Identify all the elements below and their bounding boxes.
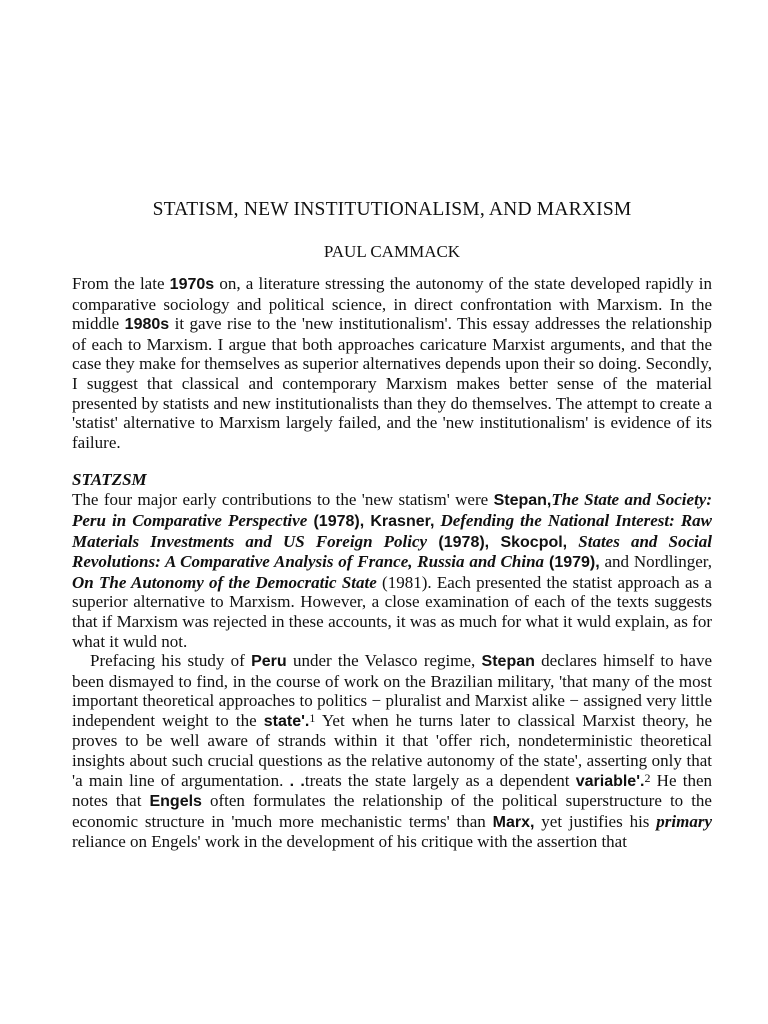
article-title: STATISM, NEW INSTITUTIONALISM, AND MARXISM xyxy=(152,199,632,220)
section-heading: STATZSM xyxy=(72,470,147,490)
document-page xyxy=(72,198,712,852)
body-paragraph-2: Prefacing his study of Peru under the Velasco regime, Stepan declares himself to have been dismayed to find, in the course of work on the Brazilian military, 'that many of the most important theoretical approaches to politics − pluralist and Marxist alike − assigned very little independent weight to the state'.$^1$ Yet when he turns later to classical Marxist theory, he proves to be well aware of strands within it that 'offer rich, nondeterministic theoretical insights about such crucial questions as the relative autonomy of the state', asserting only that 'a main line of argumentation. . .treats the state largely as a dependent variable'.$^2$ He then notes that Engels often formulates the relationship of the political superstructure to the economic structure in 'much more mechanistic terms' than Marx, yet justifies his primary reliance on Engels' work in the development of his critique with the assertion that xyxy=(72,651,713,852)
article-author: PAUL CAMMACK xyxy=(323,242,461,261)
footnote-ref-2: 2 xyxy=(644,770,651,785)
footnote-ref-1: 1 xyxy=(309,710,316,725)
body-paragraph-1: The four major early contributions to the 'new statism' were Stepan,The State and Society: Peru in Comparative Perspective (1978), Krasner, Defending the National Interest: Raw Materials Investments and US Foreign Policy (1978), Skocpol, States and Social Revolutions: A Comparative Analysis of France, Russia and China (1979), and Nordlinger, On The Autonomy of the Democratic State (1981). Each presented the statist approach as a superior alternative to Marxism. However, a close examination of each of the texts suggests that if Marxism was rejected in these accounts, it was as much for what it wuld explain, as for what it wuld not. xyxy=(72,490,713,651)
abstract-paragraph: From the late 1970s on, a literature stressing the autonomy of the state developed rapidly in comparative sociology and political science, in direct confrontation with Marxism. In the middle 1980s it gave rise to the 'new institutionalism'. This essay addresses the relationship of each to Marxism. I argue that both approaches caricature Marxist arguments, and that the case they make for themselves as superior alternatives depends upon their so doing. Secondly, I suggest that classical and contemporary Marxism makes better sense of the material presented by statists and new institutionalists than they do themselves. The attempt to create a 'statist' alternative to Marxism largely failed, and the 'new institutionalism' is evidence of its failure. xyxy=(72,274,712,452)
